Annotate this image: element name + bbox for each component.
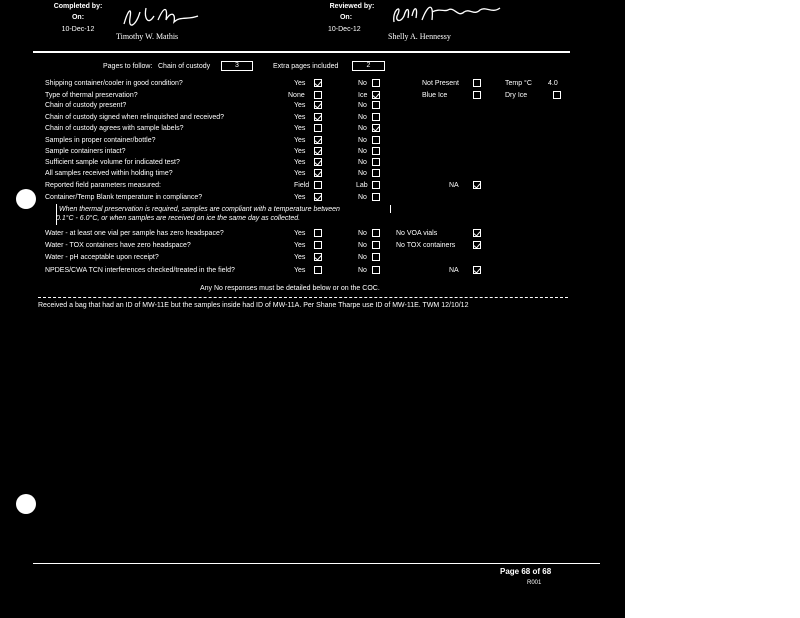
row6-no-checkbox[interactable] xyxy=(372,147,380,155)
page-code: R001 xyxy=(527,580,542,586)
row7-yes-checkbox[interactable] xyxy=(314,158,322,166)
row3-no-label: No xyxy=(358,114,367,121)
row8-yes-checkbox[interactable] xyxy=(314,169,322,177)
row5-yes-label: Yes xyxy=(294,137,306,144)
dry-ice-label: Dry Ice xyxy=(505,92,528,99)
reviewed-name: Shelly A. Hennessy xyxy=(388,32,451,41)
row8-no-label: No xyxy=(358,170,367,177)
field-params-na-label: NA xyxy=(449,182,459,189)
row7-no-checkbox[interactable] xyxy=(372,158,380,166)
signature-mathis xyxy=(118,2,208,32)
row6-yes-checkbox[interactable] xyxy=(314,147,322,155)
question-npdes-tcn: NPDES/CWA TCN interferences checked/treated in the field? xyxy=(45,267,235,274)
row7-yes-label: Yes xyxy=(294,159,306,166)
row12-yes-label: Yes xyxy=(294,242,306,249)
no-voa-label: No VOA vials xyxy=(396,230,438,237)
no-tox-label: No TOX containers xyxy=(396,242,456,249)
reviewed-by-label: Reviewed by: xyxy=(329,3,375,10)
row0-yes-checkbox[interactable] xyxy=(314,79,322,87)
row4-yes-checkbox[interactable] xyxy=(314,124,322,132)
extra-pages-label: Extra pages included xyxy=(273,63,339,70)
row0-no-checkbox[interactable] xyxy=(372,79,380,87)
signature-hennessy xyxy=(388,0,508,30)
row1-ice-label: Ice xyxy=(358,92,368,99)
row9-lab-checkbox[interactable] xyxy=(372,181,380,189)
completed-by-label: Completed by: xyxy=(53,3,103,10)
completed-on-label: On: xyxy=(71,14,85,21)
reviewed-on-label: On: xyxy=(339,14,353,21)
row14-no-checkbox[interactable] xyxy=(372,266,380,274)
question-coc-agrees: Chain of custody agrees with sample labels? xyxy=(45,125,184,132)
completed-date: 10-Dec-12 xyxy=(61,26,95,33)
question-tox-headspace: Water - TOX containers have zero headspace? xyxy=(45,242,191,249)
header-divider xyxy=(33,51,570,53)
question-coc-present: Chain of custody present? xyxy=(45,102,127,109)
row13-no-label: No xyxy=(358,254,367,261)
row13-no-checkbox[interactable] xyxy=(372,253,380,261)
row1-none-label: None xyxy=(288,92,305,99)
thermal-note-line2: 0.1°C - 6.0°C, or when samples are received on ice the same day as collected. xyxy=(56,215,301,222)
tcn-na-checkbox[interactable] xyxy=(473,266,481,274)
question-containers-intact: Sample containers intact? xyxy=(45,148,126,155)
no-tox-checkbox[interactable] xyxy=(473,241,481,249)
row10-no-label: No xyxy=(358,194,367,201)
question-field-parameters: Reported field parameters measured: xyxy=(45,182,161,189)
comment-text: Received a bag that had an ID of MW-11E but the samples inside had ID of MW-11A. Per Shane Tharpe use ID of MW-11E. TWM 12/10/12 xyxy=(38,302,469,309)
reviewed-date: 10-Dec-12 xyxy=(328,26,361,33)
row9-lab-label: Lab xyxy=(356,182,368,189)
chain-of-custody-count: 3 xyxy=(221,61,253,71)
row8-no-checkbox[interactable] xyxy=(372,169,380,177)
completed-name: Timothy W. Mathis xyxy=(116,32,179,41)
row2-no-checkbox[interactable] xyxy=(372,101,380,109)
row3-no-checkbox[interactable] xyxy=(372,113,380,121)
question-coc-signed: Chain of custody signed when relinquished and received? xyxy=(45,114,225,121)
tcn-na-label: NA xyxy=(449,267,459,274)
row13-yes-checkbox[interactable] xyxy=(314,253,322,261)
question-thermal-preservation: Type of thermal preservation? xyxy=(45,92,138,99)
row3-yes-checkbox[interactable] xyxy=(314,113,322,121)
row12-no-checkbox[interactable] xyxy=(372,241,380,249)
not-present-label: Not Present xyxy=(422,80,459,87)
row4-yes-label: Yes xyxy=(294,125,306,132)
row7-no-label: No xyxy=(358,159,367,166)
pages-to-follow-label: Pages to follow: xyxy=(103,63,153,70)
temp-value: 4.0 xyxy=(548,80,558,87)
row0-no-label: No xyxy=(358,80,367,87)
row1-none-checkbox[interactable] xyxy=(314,91,322,99)
row11-no-checkbox[interactable] xyxy=(372,229,380,237)
note-right-mark xyxy=(390,205,391,213)
row2-no-label: No xyxy=(358,102,367,109)
row11-yes-checkbox[interactable] xyxy=(314,229,322,237)
row5-no-checkbox[interactable] xyxy=(372,136,380,144)
row14-yes-checkbox[interactable] xyxy=(314,266,322,274)
not-present-checkbox[interactable] xyxy=(473,79,481,87)
row12-yes-checkbox[interactable] xyxy=(314,241,322,249)
row2-yes-label: Yes xyxy=(294,102,306,109)
question-shipping-container: Shipping container/cooler in good condition? xyxy=(45,80,183,87)
row10-no-checkbox[interactable] xyxy=(372,193,380,201)
row1-ice-checkbox[interactable] xyxy=(372,91,380,99)
row0-yes-label: Yes xyxy=(294,80,306,87)
temp-label: Temp °C xyxy=(505,80,532,87)
blue-ice-checkbox[interactable] xyxy=(473,91,481,99)
question-holding-time: All samples received within holding time? xyxy=(45,170,173,177)
no-responses-note: Any No responses must be detailed below or on the COC. xyxy=(200,285,380,292)
footer-divider xyxy=(33,563,600,564)
row12-no-label: No xyxy=(358,242,367,249)
row14-no-label: No xyxy=(358,267,367,274)
row4-no-label: No xyxy=(358,125,367,132)
row6-yes-label: Yes xyxy=(294,148,306,155)
row11-yes-label: Yes xyxy=(294,230,306,237)
comment-divider xyxy=(38,297,568,298)
row6-no-label: No xyxy=(358,148,367,155)
row5-yes-checkbox[interactable] xyxy=(314,136,322,144)
row3-yes-label: Yes xyxy=(294,114,306,121)
row5-no-label: No xyxy=(358,137,367,144)
row8-yes-label: Yes xyxy=(294,170,306,177)
chain-of-custody-label: Chain of custody xyxy=(158,63,211,70)
extra-pages-count: 2 xyxy=(352,61,385,71)
row9-field-label: Field xyxy=(294,182,310,189)
row11-no-label: No xyxy=(358,230,367,237)
row14-yes-label: Yes xyxy=(294,267,306,274)
row4-no-checkbox[interactable] xyxy=(372,124,380,132)
punch-hole-top xyxy=(16,189,36,209)
row9-field-checkbox[interactable] xyxy=(314,181,322,189)
row13-yes-label: Yes xyxy=(294,254,306,261)
field-params-na-checkbox[interactable] xyxy=(473,181,481,189)
question-sufficient-volume: Sufficient sample volume for indicated test? xyxy=(45,159,180,166)
row2-yes-checkbox[interactable] xyxy=(314,101,322,109)
blue-ice-label: Blue Ice xyxy=(422,92,448,99)
no-voa-checkbox[interactable] xyxy=(473,229,481,237)
punch-hole-bottom xyxy=(16,494,36,514)
row10-yes-checkbox[interactable] xyxy=(314,193,322,201)
question-ph-acceptable: Water - pH acceptable upon receipt? xyxy=(45,254,159,261)
question-temp-compliance: Container/Temp Blank temperature in compliance? xyxy=(45,194,203,201)
page-number: Page 68 of 68 xyxy=(500,567,552,576)
thermal-note-line1: When thermal preservation is required, samples are compliant with a temperature between xyxy=(59,206,340,213)
question-vial-headspace: Water - at least one vial per sample has zero headspace? xyxy=(45,230,224,237)
dry-ice-checkbox[interactable] xyxy=(553,91,561,99)
question-proper-container: Samples in proper container/bottle? xyxy=(45,137,156,144)
row10-yes-label: Yes xyxy=(294,194,306,201)
